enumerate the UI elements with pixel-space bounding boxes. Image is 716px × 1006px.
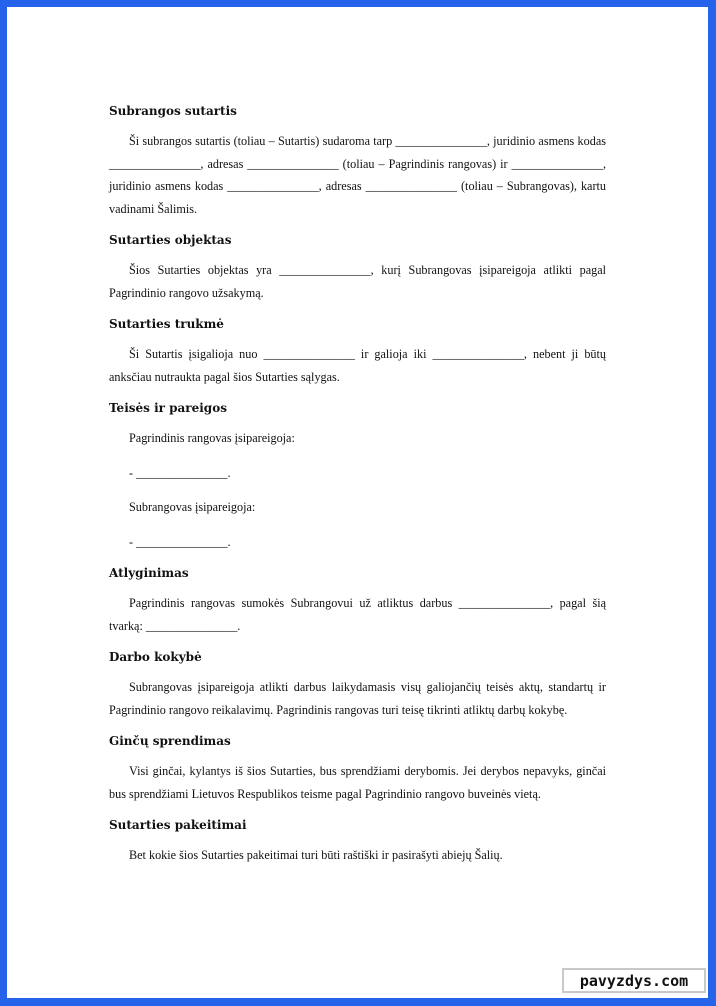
section-sutarties-objektas	[109, 232, 606, 304]
section-paragraph: Ši subrangos sutartis (toliau – Sutartis) sudaroma tarp _______________, juridinio asmens kodas _______________, adresas _______________ (toliau – Pagrindinis rangovas) ir _______________, juridinio asmens kodas _______________, adresas _______________ (toliau – Subrangovas), kartu vadinami Šalimis.	[109, 134, 606, 216]
section-teises-ir-pareigos	[109, 400, 606, 553]
blank-list-item: - _______________.	[129, 534, 231, 549]
section-heading: Sutarties objektas	[109, 233, 232, 247]
section-atlyginimas	[109, 565, 606, 637]
section-paragraph: Bet kokie šios Sutarties pakeitimai turi būti raštiški ir pasirašyti abiejų Šalių.	[129, 848, 503, 862]
section-darbo-kokybe	[109, 649, 606, 721]
section-heading: Darbo kokybė	[109, 650, 202, 664]
section-heading: Teisės ir pareigos	[109, 401, 227, 415]
blank-list-item: - _______________.	[129, 465, 231, 480]
section-paragraph: Pagrindinis rangovas sumokės Subrangovui už atliktus darbus _______________, pagal šią tvarką: _______________.	[109, 596, 606, 633]
section-sutarties-pakeitimai	[109, 817, 606, 867]
section-paragraph: Subrangovas įsipareigoja:	[129, 500, 256, 514]
section-heading: Ginčų sprendimas	[109, 734, 231, 748]
section-gincu-sprendimas	[109, 733, 606, 805]
section-paragraph: Visi ginčai, kylantys iš šios Sutarties, bus sprendžiami derybomis. Jei derybos nepavyks, ginčai bus sprendžiami Lietuvos Respublikos teisme pagal Pagrindinio rangovo buveinės vietą.	[109, 764, 606, 801]
section-paragraph: Subrangovas įsipareigoja atlikti darbus laikydamasis visų galiojančių teisės aktų, standartų ir Pagrindinio rangovo reikalavimų. Pagrindinis rangovas turi teisę tikrinti atliktų darbų kokybę.	[109, 680, 606, 717]
section-heading: Atlyginimas	[109, 566, 189, 580]
watermark-badge: pavyzdys.com	[562, 968, 706, 993]
section-sutarties-trukme	[109, 316, 606, 388]
document-page	[7, 7, 708, 998]
section-heading: Subrangos sutartis	[109, 104, 237, 118]
section-heading: Sutarties trukmė	[109, 317, 224, 331]
section-heading: Sutarties pakeitimai	[109, 818, 247, 832]
section-subrangos-sutartis	[109, 103, 606, 220]
section-paragraph: Pagrindinis rangovas įsipareigoja:	[129, 431, 295, 445]
document-content	[109, 103, 606, 879]
section-paragraph: Ši Sutartis įsigalioja nuo _______________ ir galioja iki _______________, nebent ji būtų anksčiau nutraukta pagal šios Sutarties sąlygas.	[109, 347, 606, 384]
section-paragraph: Šios Sutarties objektas yra _______________, kurį Subrangovas įsipareigoja atlikti pagal Pagrindinio rangovo užsakymą.	[109, 263, 606, 300]
